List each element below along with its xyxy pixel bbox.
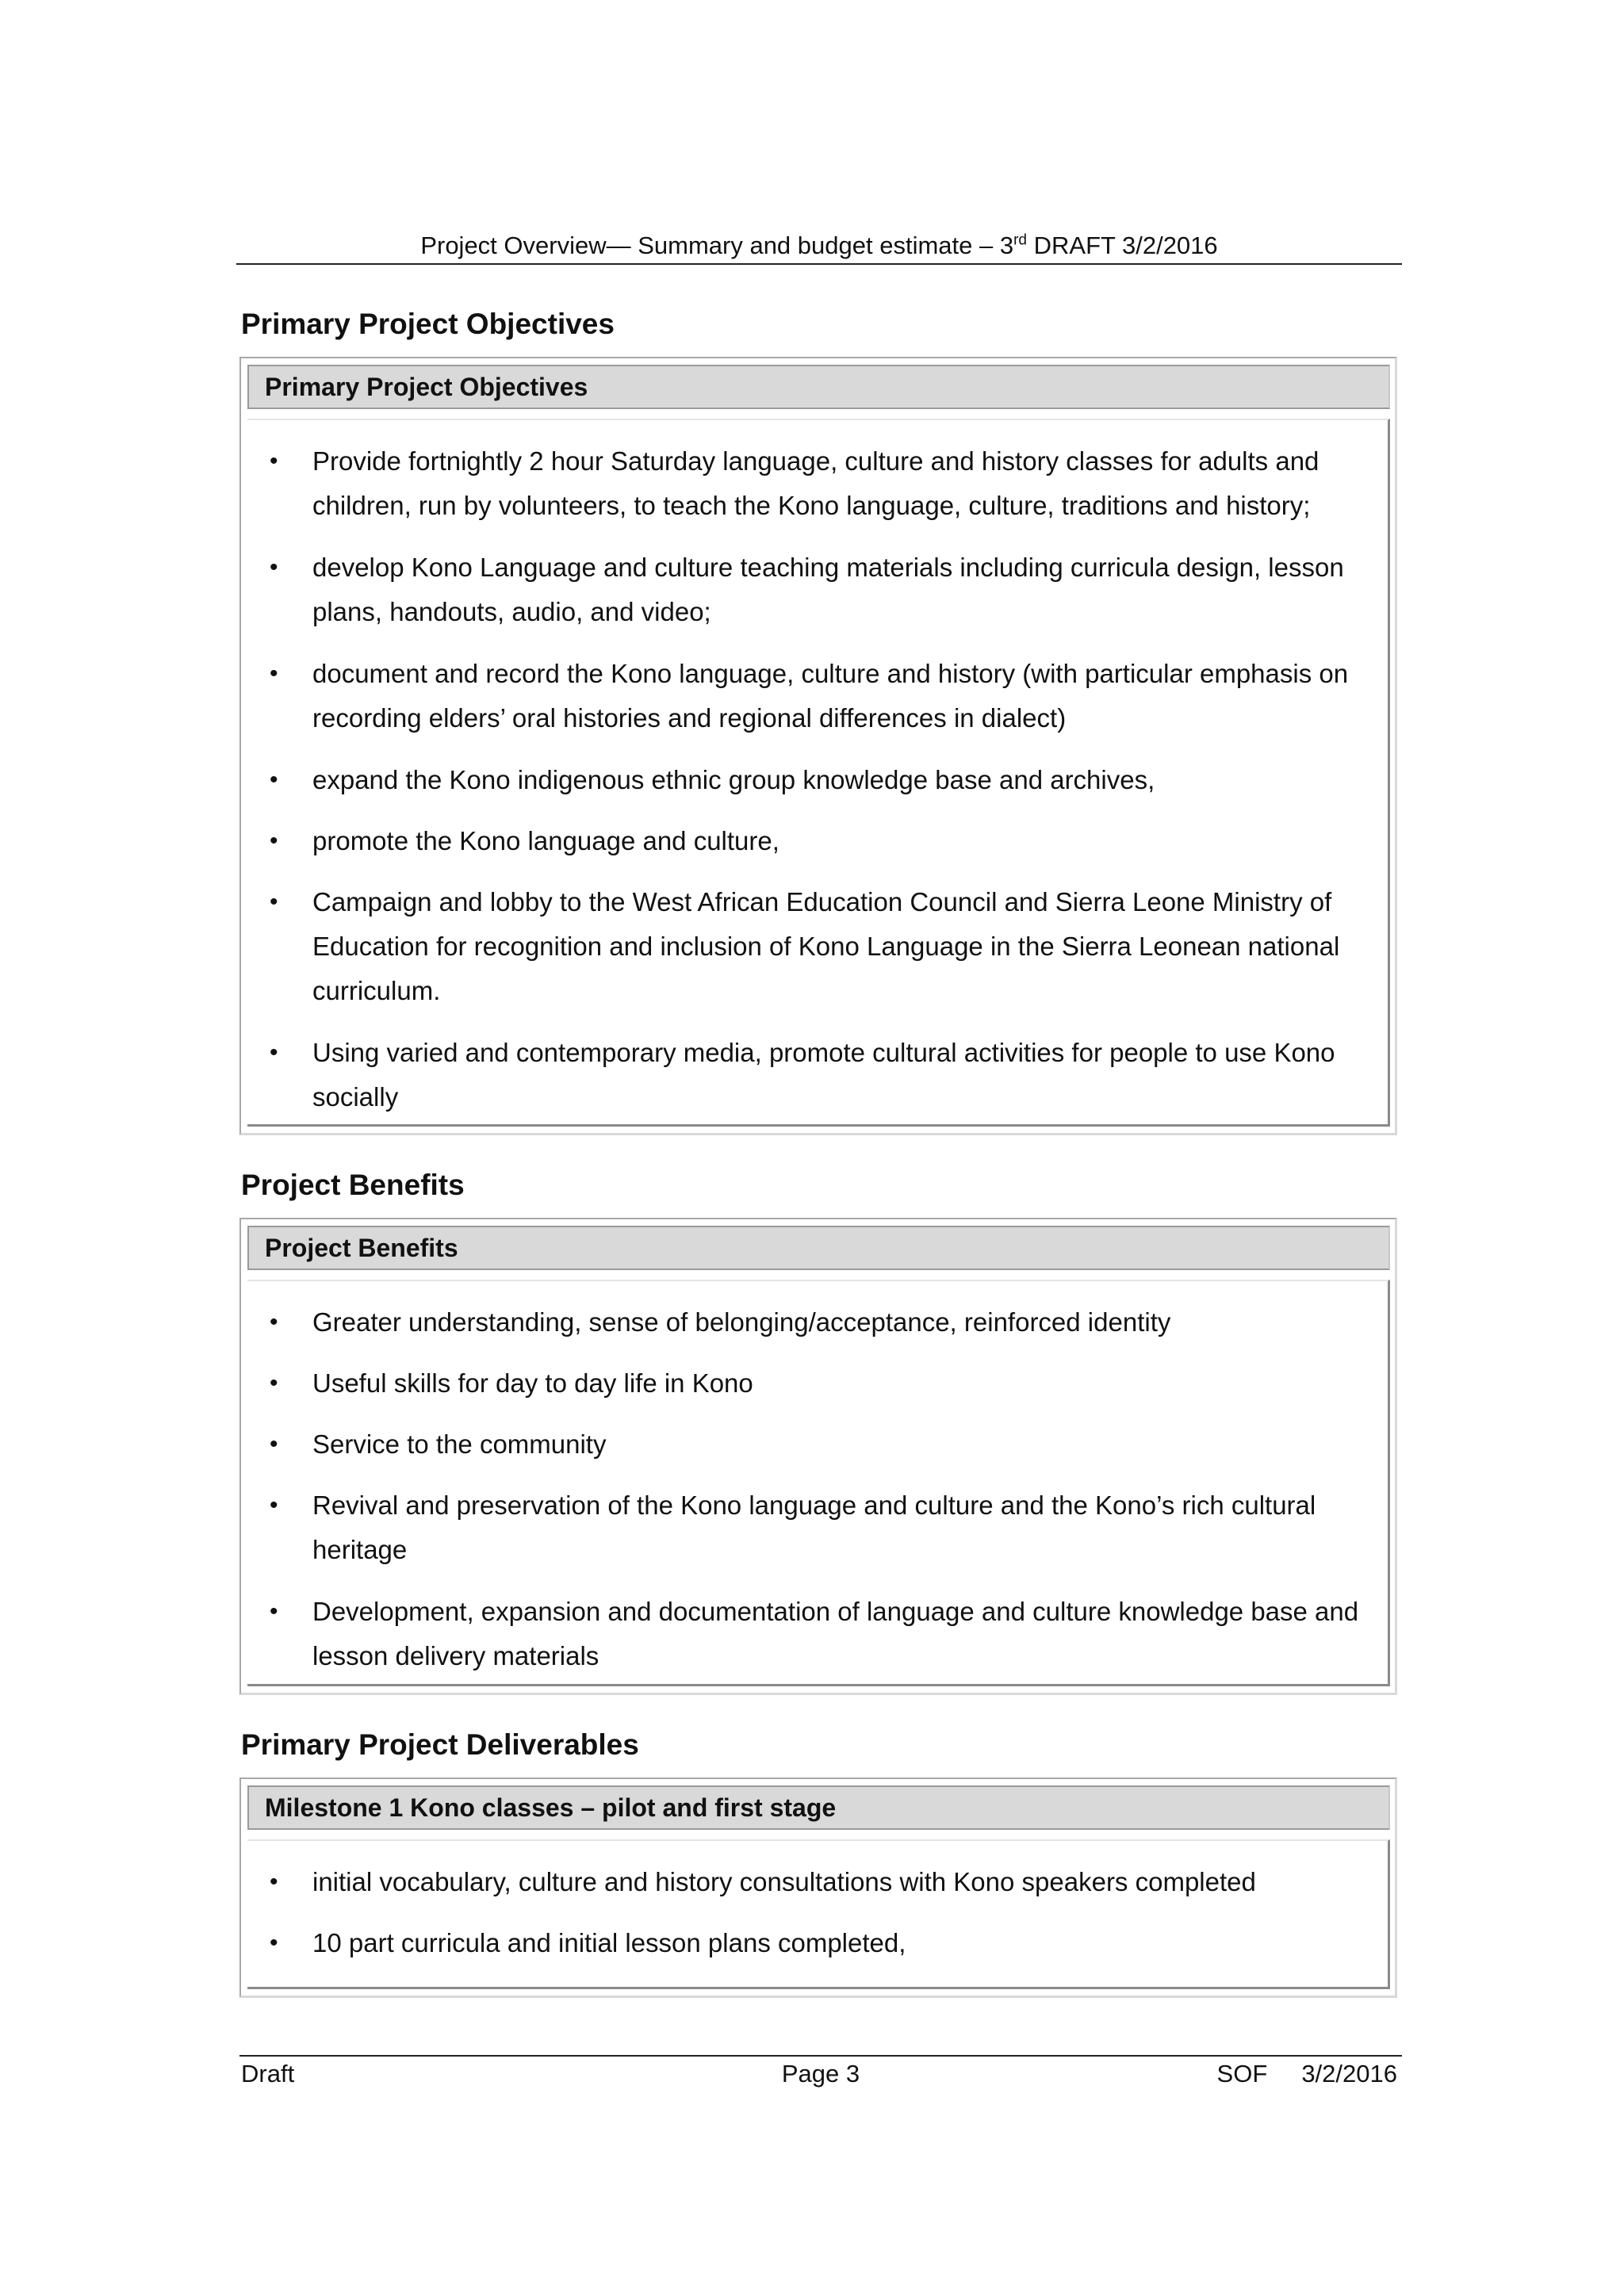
objectives-box	[239, 357, 1397, 1135]
deliverables-box	[239, 1777, 1397, 1998]
deliverables-section-title: Primary Project Deliverables	[241, 1728, 639, 1761]
list-item: • initial vocabulary, culture and history consultations with Kono speakers completed	[247, 1860, 1267, 1904]
footer-left: Draft	[241, 2060, 295, 2087]
list-item: • Using varied and contemporary media, promote cultural activities for people to use Kono socially	[247, 1031, 1388, 1119]
page-header	[236, 230, 1402, 265]
objectives-box-title: Primary Project Objectives	[247, 365, 1390, 409]
bullet-icon: •	[270, 1598, 278, 1624]
list-item: • Campaign and lobby to the West African Education Council and Sierra Leone Ministry of Education for recognition and inclusion of Kono Language in the Sierra Leonean national curriculum.	[247, 880, 1388, 1013]
list-item: • expand the Kono indigenous ethnic group knowledge base and archives,	[247, 758, 1166, 802]
footer-right: SOF 3/2/2016	[1216, 2060, 1397, 2087]
page-footer	[239, 2055, 1402, 2087]
list-item: • Development, expansion and documentation of language and culture knowledge base and lesson delivery materials	[247, 1590, 1388, 1678]
list-item: • Revival and preservation of the Kono language and culture and the Kono’s rich cultural heritage	[247, 1483, 1388, 1572]
bullet-icon: •	[270, 660, 278, 687]
header-suffix: DRAFT 3/2/2016	[1027, 232, 1218, 259]
bullet-icon: •	[270, 1492, 278, 1518]
benefits-box-title: Project Benefits	[247, 1226, 1390, 1270]
bullet-icon: •	[270, 448, 278, 474]
objectives-box-body	[247, 419, 1390, 1127]
objectives-section-title: Primary Project Objectives	[241, 308, 615, 340]
header-superscript: rd	[1013, 232, 1027, 249]
list-item: • Service to the community	[247, 1422, 617, 1467]
benefits-section-title: Project Benefits	[241, 1169, 465, 1201]
bullet-icon: •	[270, 1309, 278, 1335]
list-item: • develop Kono Language and culture teaching materials including curricula design, lesson plans, handouts, audio, and video;	[247, 545, 1388, 634]
deliverables-box-body	[247, 1839, 1390, 1989]
bullet-icon: •	[270, 889, 278, 915]
bullet-icon: •	[270, 1039, 278, 1066]
list-item: • Greater understanding, sense of belonging/acceptance, reinforced identity	[247, 1300, 1182, 1345]
list-item: • 10 part curricula and initial lesson plans completed,	[247, 1921, 917, 1965]
list-item: • Useful skills for day to day life in Kono	[247, 1361, 764, 1406]
header-prefix: Project Overview— Summary and budget estimate – 3	[420, 232, 1014, 259]
benefits-box-body	[247, 1280, 1390, 1686]
footer-page-number: Page 3	[781, 2060, 860, 2087]
list-item: • document and record the Kono language, culture and history (with particular emphasis on recording elders’ oral histories and regional differences in dialect)	[247, 652, 1388, 740]
bullet-icon: •	[270, 767, 278, 793]
list-item: • promote the Kono language and culture,	[247, 819, 791, 863]
benefits-box	[239, 1218, 1397, 1695]
bullet-icon: •	[270, 1869, 278, 1895]
bullet-icon: •	[270, 828, 278, 854]
bullet-icon: •	[270, 1370, 278, 1396]
bullet-icon: •	[270, 1930, 278, 1956]
bullet-icon: •	[270, 554, 278, 580]
bullet-icon: •	[270, 1431, 278, 1457]
deliverables-box-title: Milestone 1 Kono classes – pilot and first stage	[247, 1785, 1390, 1830]
list-item: • Provide fortnightly 2 hour Saturday language, culture and history classes for adults and children, run by volunteers, to teach the Kono language, culture, traditions and history;	[247, 439, 1388, 528]
